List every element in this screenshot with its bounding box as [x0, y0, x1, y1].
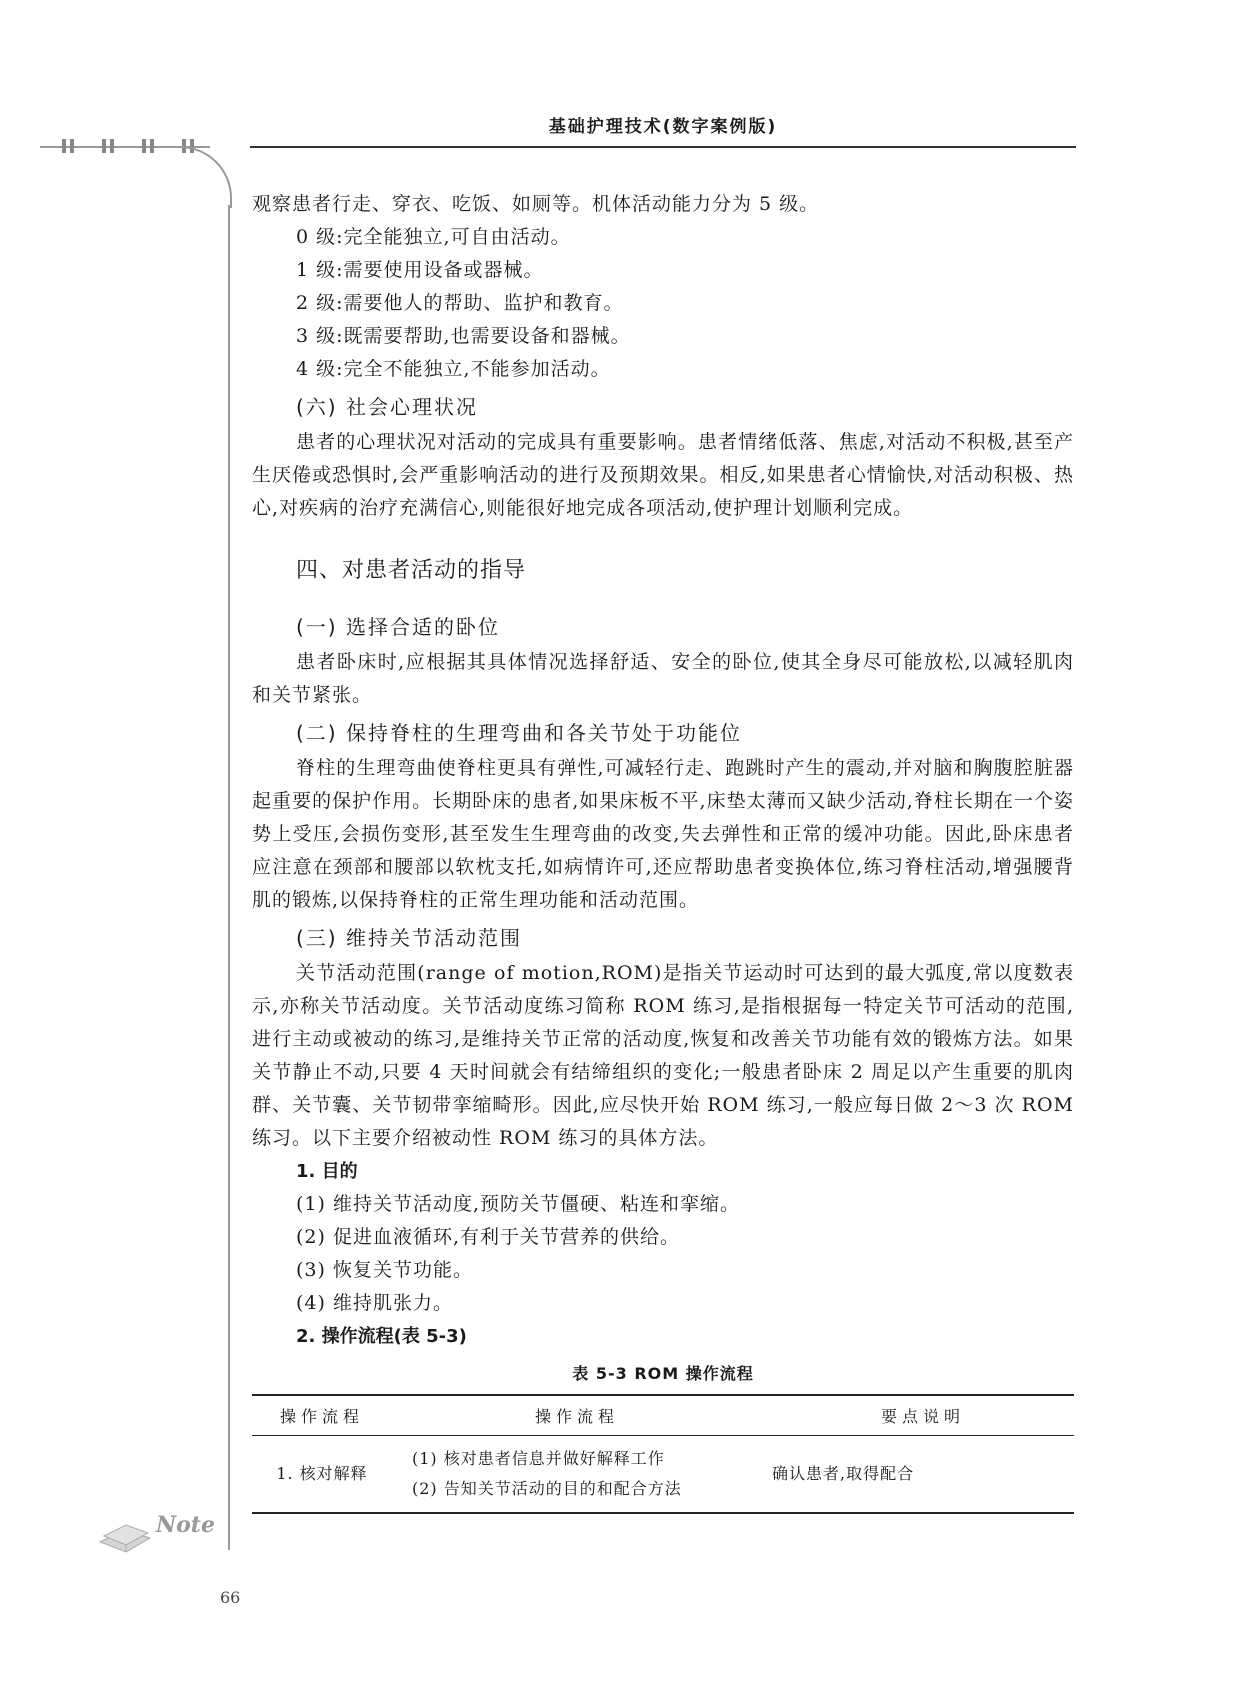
paragraph-sub1: 患者卧床时,应根据其具体情况选择舒适、安全的卧位,使其全身尽可能放松,以减轻肌肉和关节紧张。 — [252, 651, 1074, 706]
action-line: (2) 告知关节活动的目的和配合方法 — [412, 1479, 682, 1498]
header-rule — [250, 146, 1076, 148]
table-cell-notes: 确认患者,取得配合 — [742, 1436, 1074, 1514]
margin-rule — [228, 205, 230, 1550]
note-label: Note — [156, 1512, 215, 1538]
level-item: 4 级:完全不能独立,不能参加活动。 — [296, 358, 611, 380]
table-cell-step: 1. 核对解释 — [252, 1436, 392, 1514]
margin-curve — [168, 146, 232, 208]
purpose-item: (4) 维持肌张力。 — [296, 1292, 453, 1314]
paragraph-sub2: 脊柱的生理弯曲使脊柱更具有弹性,可减轻行走、跑跳时产生的震动,并对脑和胸腹腔脏器起重要的保护作用。长期卧床的患者,如果床板不平,床垫太薄而又缺少活动,脊柱长期在一个姿势上受压,会损伤变形,甚至发生生理弯曲的改变,失去弹性和正常的缓冲功能。因此,卧床患者应注意在颈部和腰部以软枕支托,如病情许可,还应帮助患者变换体位,练习脊柱活动,增强腰背肌的锻炼,以保持脊柱的正常生理功能和活动范围。 — [252, 757, 1074, 911]
table-row — [252, 1436, 1074, 1514]
page-body — [252, 188, 1074, 1514]
table-header: 操作流程 — [392, 1395, 742, 1436]
paragraph-psych: 患者的心理状况对活动的完成具有重要影响。患者情绪低落、焦虑,对活动不积极,甚至产生厌倦或恐惧时,会严重影响活动的进行及预期效果。相反,如果患者心情愉快,对活动积极、热心,对疾病的治疗充满信心,则能很好地完成各项活动,使护理计划顺利完成。 — [252, 431, 1074, 519]
purpose-item: (3) 恢复关节功能。 — [296, 1259, 473, 1281]
paragraph-sub3: 关节活动范围(range of motion,ROM)是指关节运动时可达到的最大弧度,常以度数表示,亦称关节活动度。关节活动度练习简称 ROM 练习,是指根据每一特定关节可活动的范围,进行主动或被动的练习,是维持关节正常的活动度,恢复和改善关节功能有效的锻炼方法。如果关节静止不动,只要 4 天时间就会有结缔组织的变化;一般患者卧床 2 周足以产生重要的肌肉群、关节囊、关节韧带挛缩畸形。因此,应尽快开始 ROM 练习,一般应每日做 2～3 次 ROM 练习。以下主要介绍被动性 ROM 练习的具体方法。 — [252, 962, 1074, 1149]
page-number: 66 — [220, 1588, 241, 1607]
purpose-item: (1) 维持关节活动度,预防关节僵硬、粘连和挛缩。 — [296, 1193, 740, 1215]
table-cell-actions — [392, 1436, 742, 1514]
action-line: (1) 核对患者信息并做好解释工作 — [412, 1449, 665, 1468]
purpose-heading: 1. 目的 — [296, 1161, 358, 1182]
level-item: 3 级:既需要帮助,也需要设备和器械。 — [296, 325, 631, 347]
running-head: 基础护理技术(数字案例版) — [548, 117, 778, 137]
level-item: 2 级:需要他人的帮助、监护和教育。 — [296, 292, 624, 314]
table-header: 操作流程 — [252, 1395, 392, 1436]
table-header: 要点说明 — [742, 1395, 1074, 1436]
level-item: 1 级:需要使用设备或器械。 — [296, 259, 544, 281]
table-caption: 表 5-3 ROM 操作流程 — [572, 1364, 754, 1383]
procedure-heading: 2. 操作流程(表 5-3) — [296, 1326, 467, 1347]
paragraph-intro: 观察患者行走、穿衣、吃饭、如厕等。机体活动能力分为 5 级。 — [252, 193, 820, 215]
heading-psych: (六) 社会心理状况 — [296, 395, 478, 419]
heading-sub3: (三) 维持关节活动范围 — [296, 926, 522, 950]
level-item: 0 级:完全能独立,可自由活动。 — [296, 226, 571, 248]
rom-table — [252, 1394, 1074, 1514]
heading-sub2: (二) 保持脊柱的生理弯曲和各关节处于功能位 — [296, 721, 742, 745]
heading-sub1: (一) 选择合适的卧位 — [296, 615, 500, 639]
purpose-item: (2) 促进血液循环,有利于关节营养的供给。 — [296, 1226, 680, 1248]
section-heading: 四、对患者活动的指导 — [296, 558, 527, 583]
